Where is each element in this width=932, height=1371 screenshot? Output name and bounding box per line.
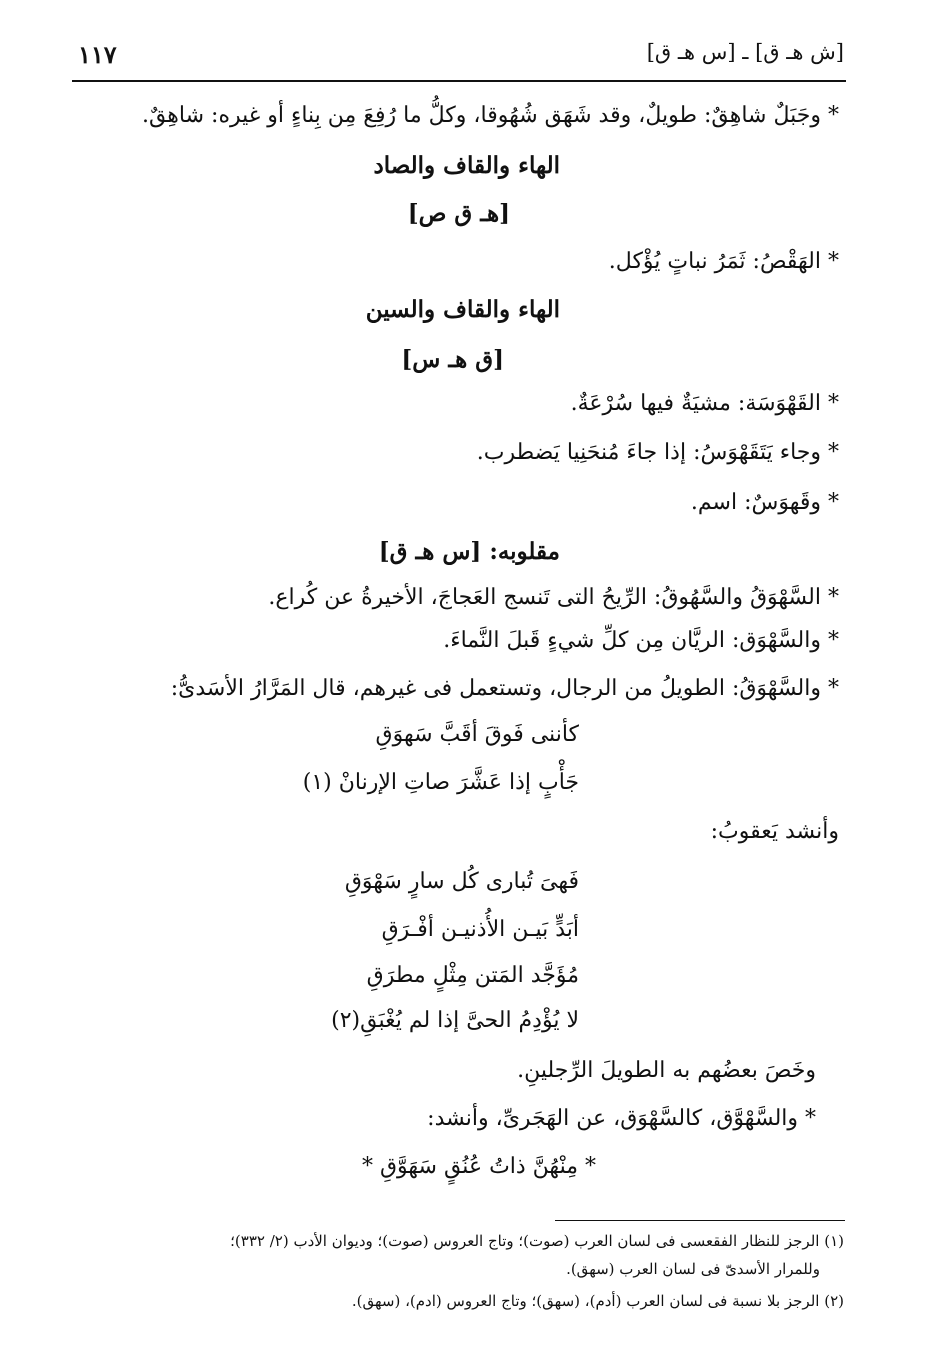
header-divider [72,80,846,82]
verse-line: أبَدٍّ بَيـن الأُذنيـن أفْـرَقِ [381,917,579,942]
entry-line: * والسَّهْوَّق، كالسَّهْوَق، عن الهَجَرىِّ، وأنشد: [427,1106,816,1131]
footnote: (٢) الرجز بلا نسبة فى لسان العرب (أدم)، (سهق)؛ وتاج العروس (ادم)، (سهق). [351,1292,844,1310]
verse-line: لا يُؤْدِمُ الحىَّ إذا لم يُغْبَقِ(٢) [331,1008,579,1033]
entry-line: * السَّهْوَقُ والسَّهُوقُ: الرِّيحُ التى تَنسج العَجاجَ، الأخيرةُ عن كُراع. [268,585,839,610]
entry-line: * وجَبَلٌ شاهِقٌ: طويلٌ، وقد شَهَق شُهُوقا، وكلُّ ما رُفِعَ مِن بِناءٍ أو غيره: شاهِقٌ. [141,103,839,128]
entry-line: * وقَهوَسٌ: اسم. [690,490,839,515]
page-number: ١١٧ [78,40,117,69]
verse-line: جَأْبٍ إذا عَشَّرَ صاتِ الإرنانْ (١) [302,770,579,795]
verse-line: كأننى فَوقَ أقَبَّ سَهوَقِ [375,722,579,747]
entry-line: * القَهْوَسَة: مشيَةٌ فيها سُرْعَةٌ. [570,391,839,416]
section-heading: الهاء والقاف والصاد [373,152,560,179]
footnote: وللمرار الأسدىّ فى لسان العرب (سهق). [566,1260,820,1278]
root-heading: [ق هـ س] [401,346,504,373]
entry-line: * الهَقْصُ: ثَمَرُ نباتٍ يُؤْكل. [608,249,839,274]
verse-line: فَهىَ تُبارى كُل سارٍ سَهْوَقِ [344,869,579,894]
entry-line: * والسَّهْوَقُ: الطويلُ من الرجال، وتستعمل فى غيرهم، قال المَرَّارُ الأسَدىُّ: [170,676,839,701]
footnote-divider [555,1220,845,1221]
entry-line: وأنشد يَعقوبُ: [710,819,839,844]
section-heading: مقلوبه: [س هـ ق] [378,538,560,565]
section-heading: الهاء والقاف والسين [365,296,560,323]
entry-line: * وجاء يَتَقَهْوَسُ: إذا جاءَ مُنحَنِيا يَضطرب. [476,440,839,465]
running-title: [ش هـ ق] ـ [س هـ ق] [646,40,844,64]
entry-line: وخَصَ بعضُهم به الطويلَ الرِّجلينِ. [517,1058,816,1083]
verse-line: مُؤَجَّد المَتن مِثْلٍ مطرَقِ [366,963,579,988]
root-heading: [هـ ق ص] [407,200,510,227]
verse-line: * مِنْهُنَّ ذاتُ عُنُقٍ سَهَوَّقِ * [361,1154,596,1179]
entry-line: * والسَّهْوَق: الريَّان مِن كلِّ شيءٍ قَبلَ النَّماءَ. [443,628,839,653]
footnote: (١) الرجز للنظار الفقعسى فى لسان العرب (صوت)؛ وتاج العروس (صوت)؛ وديوان الأدب (٢/ ٣٣٢)؛ [230,1232,844,1250]
